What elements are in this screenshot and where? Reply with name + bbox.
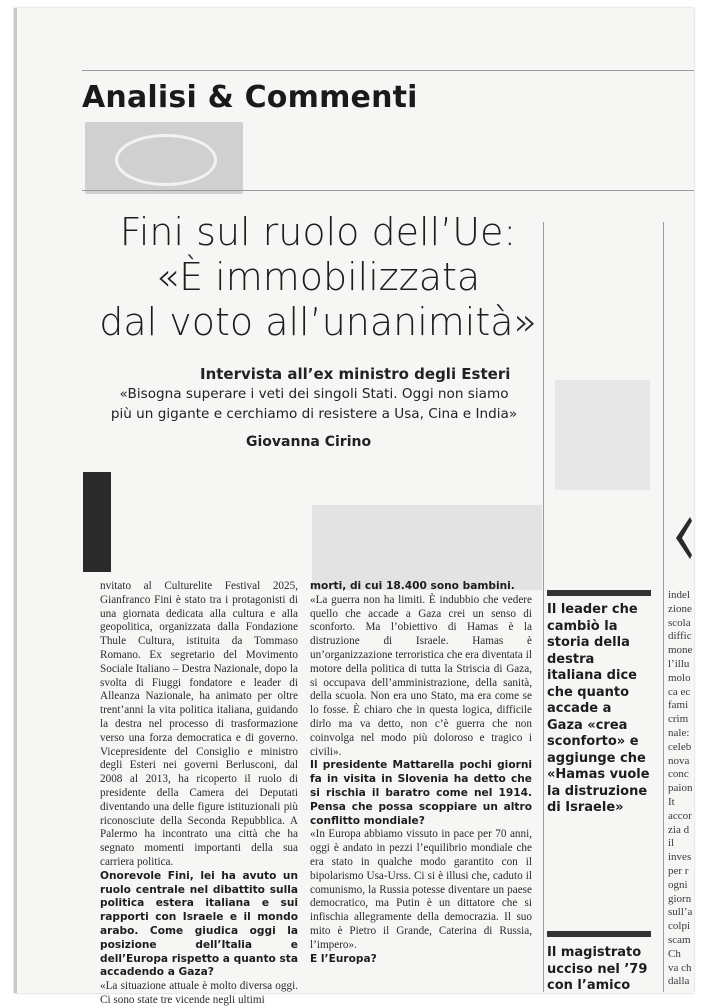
interview-question: Il presidente Mattarella pochi giorni fa in visita in Slovenia ha detto che si rischia il baratro come nel 1914. Pensa che possa scoppiare un altro conflitto mondiale?: [310, 759, 532, 827]
adjacent-text-fragment: paion: [668, 782, 693, 795]
headline-line: Fini sul ruolo dell’Ue:: [119, 210, 517, 254]
adjacent-text-fragment: il: [668, 837, 675, 850]
section-title: Analisi & Commenti: [82, 80, 418, 115]
interview-answer: «In Europa abbiamo vissuto in pace per 70 anni, oggi è andato in pezzi l’equilibrio mondiale che era stato in qualche modo garantito con il bipolarismo Usa-Urss. Ci si è illusi che, caduto il comunismo, la Russia potesse diventare un paese democratico, ma Putin è un dittatore che si infischia allegramente della democrazia. Il suo mito è Pietro il Grande, Caterina di Russia, l’impero».: [310, 828, 532, 951]
adjacent-text-fragment: scam: [668, 934, 691, 946]
adjacent-text-fragment: fami: [668, 699, 689, 712]
interview-question: Onorevole Fini, lei ha avuto un ruolo centrale nel dibattito sulla politica estera italiana e sui rapporti con Israele e il mondo arabo. Come giudica oggi la posizione dell’Italia e dell’Europa rispetto a quanto sta accadendo a Gaza?: [100, 869, 298, 979]
adjacent-text-fragment: per r: [668, 865, 689, 877]
adjacent-text-fragment: nova: [668, 754, 690, 767]
adjacent-text-fragment: giorn: [668, 892, 692, 905]
adjacent-text-fragment: crim: [668, 713, 689, 726]
adjacent-text-fragment: indel: [668, 589, 690, 601]
quote-rule: [547, 590, 651, 596]
article-headline: [88, 210, 548, 345]
article-column-2: [310, 580, 532, 966]
adjacent-text-fragment: zione: [668, 602, 692, 615]
adjacent-text-fragment: mone: [668, 644, 693, 657]
article-byline: Giovanna Cirino: [246, 434, 372, 450]
interview-answer: «La guerra non ha limiti. È indubbio che vedere quello che accade a Gaza crei un senso di sconforto. Ma l’obiettivo di Hamas è la distruzione di Israele. Hamas è un’organizzazione terroristica che era diventata il motore della politica di tutta la Striscia di Gaza, si occupava dell’amministrazione, della sanità, della scuola. Non era uno Stato, ma era come se lo fosse. È chiaro che in questa logica, difficile dirlo ma va detto, non c’è guerra che non coinvolga nel modo più doloroso e tragico i civili».: [310, 593, 532, 758]
pull-quote: Il leader che cambiò la storia della destra italiana dice che quanto accade a Gaza «crea sconforto» e aggiunge che «Hamas vuole la distruzione di Israele»: [547, 602, 650, 815]
section-top-rule: [82, 70, 694, 71]
interview-answer: «La situazione attuale è molto diversa oggi. Ci sono state tre vicende negli ultimi: [100, 980, 298, 1006]
adjacent-text-fragment: nale:: [668, 727, 690, 739]
adjacent-text-fragment: zia d: [668, 823, 690, 836]
adjacent-text-fragment: ogni: [668, 878, 688, 891]
adjacent-text-fragment: dalla: [668, 975, 690, 988]
article-subhead: Intervista all’ex ministro degli Esteri: [200, 365, 511, 383]
body-lead-bold: morti, di cui 18.400 sono bambini.: [310, 580, 515, 592]
adjacent-text-fragment: colpi: [668, 920, 690, 933]
quote-rule: [547, 931, 651, 937]
column-divider: [543, 222, 544, 992]
article-column-1: [100, 580, 298, 1008]
initial-drop-bar: [83, 472, 111, 572]
headline-line: dal voto all’unanimità»: [99, 300, 537, 344]
adjacent-text-fragment: sull’a: [668, 906, 693, 919]
headline-line: «È immobilizzata: [155, 255, 481, 299]
logo-oval: [115, 134, 217, 186]
deck-line: più un gigante e cerchiamo di resistere a Usa, Cina e India»: [110, 406, 518, 422]
adjacent-text-fragment: Ch: [668, 947, 681, 960]
body-paragraph: nvitato al Culturelite Festival 2025, Gianfranco Fini è stato tra i protagonisti di una giornata dedicata alla cultura e alla geopolitica, organizzata dalla Fondazione Thule Cultura, istituita da Tommaso Romano. Ex segretario del Movimento Sociale Italiano – Destra Nazionale, dopo la svolta di Fiuggi fondatore e leader di Alleanza Nazionale, ha animato per oltre trent’anni la vita politica italiana, guidando la destra nel processo di trasformazione verso una forza democratica e di governo. Vicepresidente del Consiglio e ministro degli Esteri nei governi Berlusconi, dal 2008 al 2013, ha ricoperto il ruolo di presidente della Camera dei Deputati diventando una delle figure istituzionali più riconosciute della Seconda Repubblica. A Palermo ha incontrato una città che ha segnato momenti importanti della sua carriera politica.: [100, 580, 298, 868]
interview-question: E l’Europa?: [310, 952, 377, 965]
next-article-teaser: Il magistrato ucciso nel ’79 con l’amico: [547, 945, 648, 993]
bleed-through-photo: [312, 505, 542, 590]
adjacent-text-fragment: diffic: [668, 630, 692, 643]
adjacent-text-fragment: l’illu: [668, 658, 690, 670]
adjacent-text-fragment: molo: [668, 671, 691, 684]
adjacent-text-fragment: inves: [668, 851, 692, 864]
adjacent-text-fragment: ca ec: [668, 685, 691, 698]
column-divider: [663, 222, 664, 992]
adjacent-text-fragment: va ch: [668, 961, 692, 974]
bleed-through-block: [555, 380, 650, 490]
adjacent-text-fragment: accor: [668, 809, 692, 822]
section-bottom-rule: [82, 190, 694, 191]
article-deck: [88, 384, 540, 424]
festival-logo: [85, 122, 243, 194]
adjacent-text-fragment: conc: [668, 768, 689, 781]
chevron-left-icon: [672, 515, 692, 561]
adjacent-text-fragment: It: [668, 796, 675, 808]
adjacent-text-fragment: celeb: [668, 740, 692, 753]
adjacent-text-fragment: scola: [668, 616, 691, 629]
deck-line: «Bisogna superare i veti dei singoli Stati. Oggi non siamo: [119, 386, 509, 402]
page-edge: [14, 8, 17, 993]
